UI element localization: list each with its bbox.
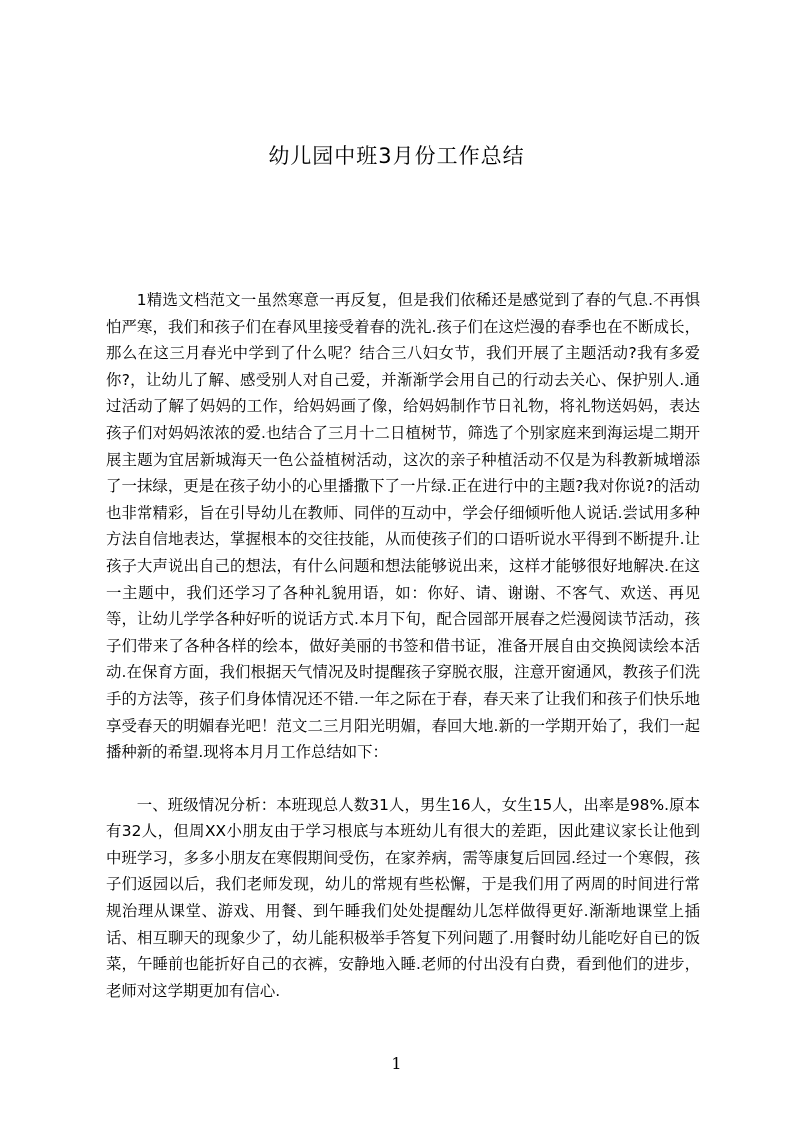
paragraph-2: 一、班级情况分析：本班现总人数31人，男生16人，女生15人，出率是98%.原本有32人，但周XX小朋友由于学习根底与本班幼儿有很大的差距，因此建议家长让他到中班学习，多多小朋友在寒假期间受伤，在家养病，需等康复后回园.经过一个寒假，孩子们返园以后，我们老师发现，幼儿的常规有些松懈，于是我们用了两周的时间进行常规治理从课堂、游戏、用餐、到午睡我们处处提醒幼儿怎样做得更好.渐渐地课堂上插话、相互聊天的现象少了，幼儿能积极举手答复下列问题了.用餐时幼儿能吃好自已的饭菜，午睡前也能折好自己的衣裤，安静地入睡.老师的付出没有白费，看到他们的进步，老师对这学期更加有信心. [106,795,700,1000]
paragraph-1: 1精选文档范文一虽然寒意一再反复，但是我们依稀还是感觉到了春的气息.不再惧怕严寒，我们和孩子们在春风里接受着春的洗礼.孩子们在这烂漫的春季也在不断成长，那么在这三月春光中学到了什么呢？结合三八妇女节，我们开展了主题活动?我有多爱你?，让幼儿了解、感受别人对自己爱，并渐渐学会用自己的行动去关心、保护别人.通过活动了解了妈妈的工作，给妈妈画了像，给妈妈制作节日礼物，将礼物送妈妈，表达孩子们对妈妈浓浓的爱.也结合了三月十二日植树节，筛选了个别家庭来到海运堤二期开展主题为宜居新城海天一色公益植树活动，这次的亲子种植活动不仅是为科教新城增添了一抹绿，更是在孩子幼小的心里播撒下了一片绿.正在进行中的主题?我对你说?的活动也非常精彩，旨在引导幼儿在教师、同伴的互动中，学会仔细倾听他人说话.尝试用多种方法自信地表达，掌握根本的交往技能，从而使孩子们的口语听说水平得到不断提升.让孩子大声说出自己的想法，有什么问题和想法能够说出来，这样才能够很好地解决.在这一主题中，我们还学习了各种礼貌用语，如：你好、请、谢谢、不客气、欢送、再见等，让幼儿学学各种好听的说话方式.本月下旬，配合园部开展春之烂漫阅读节活动，孩子们带来了各种各样的绘本，做好美丽的书签和借书证，准备开展自由交换阅读绘本活动.在保育方面，我们根据天气情况及时提醒孩子穿脱衣服，注意开窗通风，教孩子们洗手的方法等，孩子们身体情况还不错.一年之际在于春，春天来了让我们和孩子们快乐地享受春天的明媚春光吧！范文二三月阳光明媚，春回大地.新的一学期开始了，我们一起播种新的希望.现将本月月工作总结如下： [106,291,700,762]
page-number: 1 [391,1054,402,1073]
document-body [106,287,700,1004]
document-title: 幼儿园中班3月份工作总结 [268,144,525,168]
